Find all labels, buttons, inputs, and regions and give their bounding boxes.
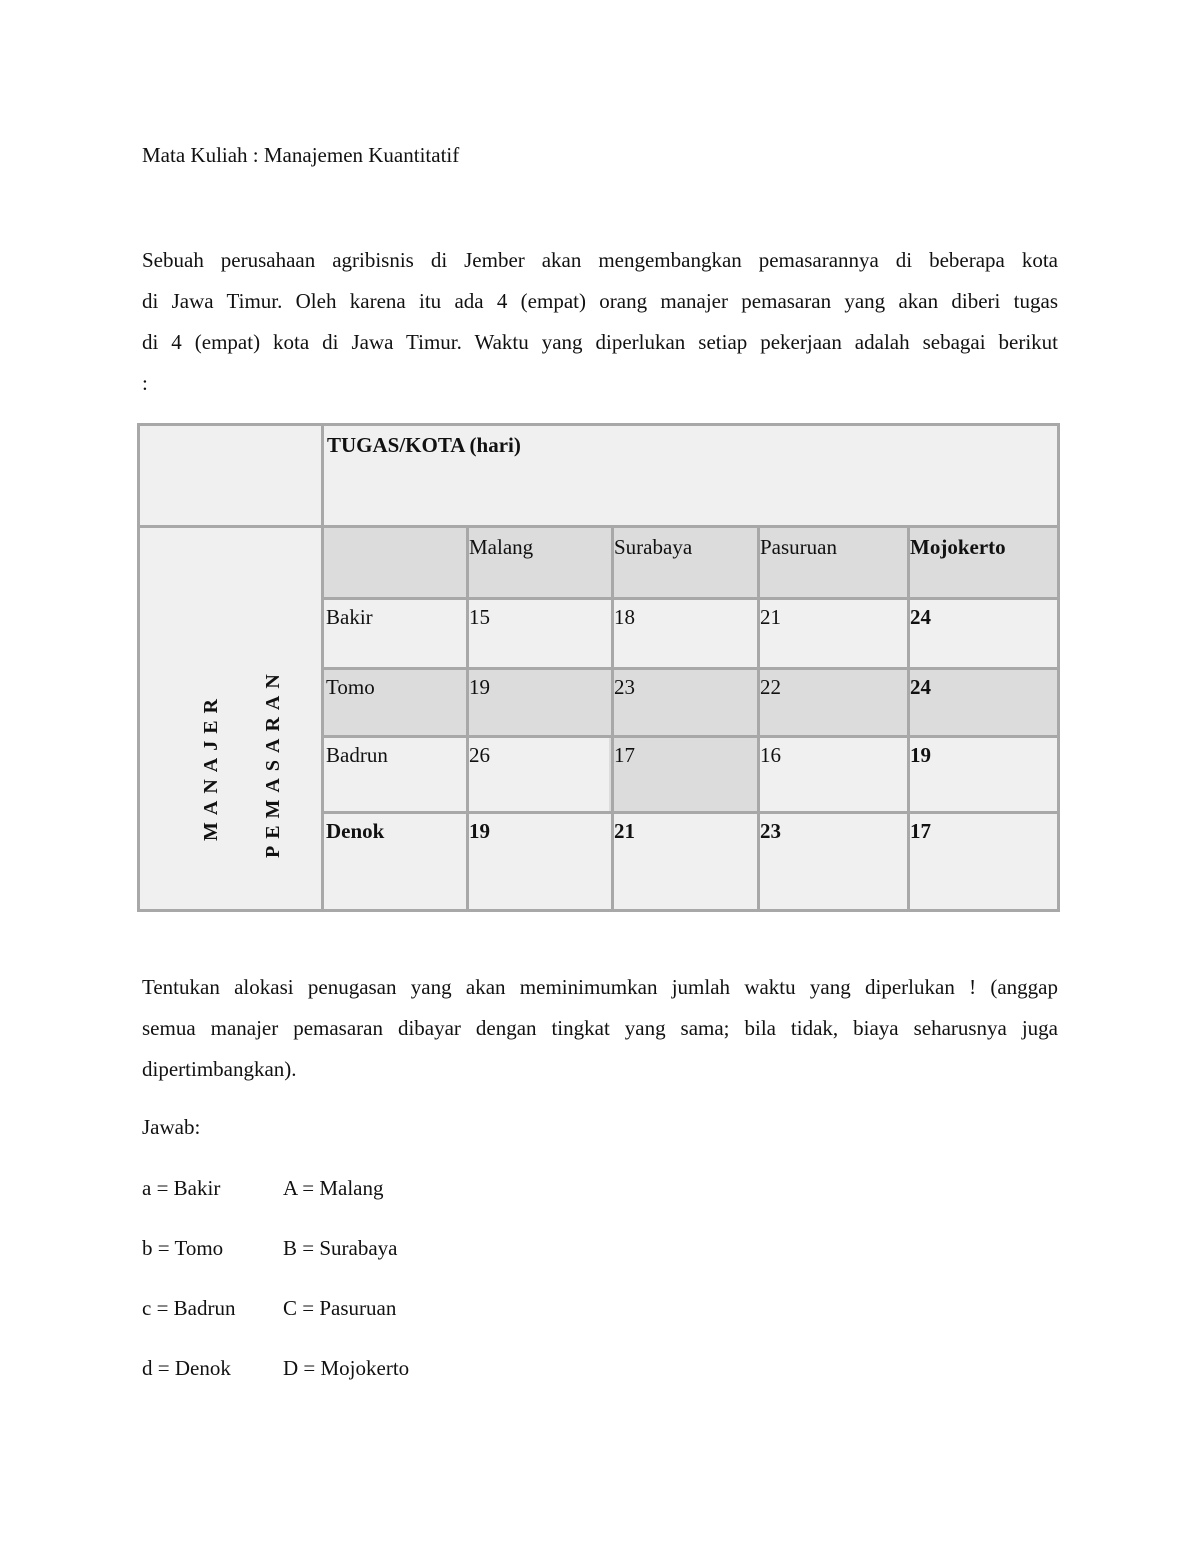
table-cell: 23 xyxy=(760,819,781,843)
table-cell: 17 xyxy=(614,743,635,767)
question-line: semua manajer pemasaran dibayar dengan tingkat yang sama; bila tidak, biaya seharusnya juga xyxy=(142,1016,1058,1040)
city-variable: D = Mojokerto xyxy=(283,1356,410,1380)
intro-line: di 4 (empat) kota di Jawa Timur. Waktu yang diperlukan setiap pekerjaan adalah sebagai berikut xyxy=(142,330,1058,354)
table-cell: 22 xyxy=(760,675,781,699)
person-variable: a = Bakir xyxy=(142,1176,221,1200)
table-cell: 19 xyxy=(910,743,931,767)
table-cell: 19 xyxy=(469,675,490,699)
city-variable: C = Pasuruan xyxy=(283,1296,397,1320)
question-line: dipertimbangkan). xyxy=(142,1057,297,1081)
table-cell: 24 xyxy=(910,675,931,699)
table-cell: 24 xyxy=(910,605,931,629)
table-cell: 16 xyxy=(760,743,781,767)
table-cell: 21 xyxy=(614,819,635,843)
person-variable: c = Badrun xyxy=(142,1296,236,1320)
row-name: Tomo xyxy=(326,675,375,699)
intro-paragraph xyxy=(142,240,1058,404)
column-header: Surabaya xyxy=(614,535,693,559)
person-variable: b = Tomo xyxy=(142,1236,224,1260)
city-variable: B = Surabaya xyxy=(283,1236,398,1260)
answer-label: Jawab: xyxy=(142,1115,201,1139)
question-line: Tentukan alokasi penugasan yang akan meminimumkan jumlah waktu yang diperlukan ! (anggap xyxy=(142,975,1058,999)
city-variable: A = Malang xyxy=(283,1176,384,1200)
intro-line: : xyxy=(142,371,148,395)
question-paragraph xyxy=(142,967,1058,1090)
column-header: Mojokerto xyxy=(910,535,1006,559)
row-name: Badrun xyxy=(326,743,388,767)
course-title: Mata Kuliah : Manajemen Kuantitatif xyxy=(142,143,460,167)
column-header: Pasuruan xyxy=(760,535,837,559)
table-cell: 26 xyxy=(469,743,490,767)
table-cell: 19 xyxy=(469,819,490,843)
assignment-table xyxy=(137,423,1060,912)
side-label-manajer: MANAJER xyxy=(200,692,222,841)
table-cell: 23 xyxy=(614,675,635,699)
table-cell: 17 xyxy=(910,819,931,843)
intro-line: Sebuah perusahaan agribisnis di Jember akan mengembangkan pemasarannya di beberapa kota xyxy=(142,248,1058,272)
table-cell: 21 xyxy=(760,605,781,629)
person-variable: d = Denok xyxy=(142,1356,231,1380)
table-cell: 18 xyxy=(614,605,635,629)
table-cell: 15 xyxy=(469,605,490,629)
side-label-pemasaran: PEMASARAN xyxy=(262,667,284,858)
intro-line: di Jawa Timur. Oleh karena itu ada 4 (empat) orang manajer pemasaran yang akan diberi tugas xyxy=(142,289,1058,313)
row-name: Bakir xyxy=(326,605,373,629)
row-name: Denok xyxy=(326,819,385,843)
column-header: Malang xyxy=(469,535,534,559)
table-header: TUGAS/KOTA (hari) xyxy=(327,433,521,457)
